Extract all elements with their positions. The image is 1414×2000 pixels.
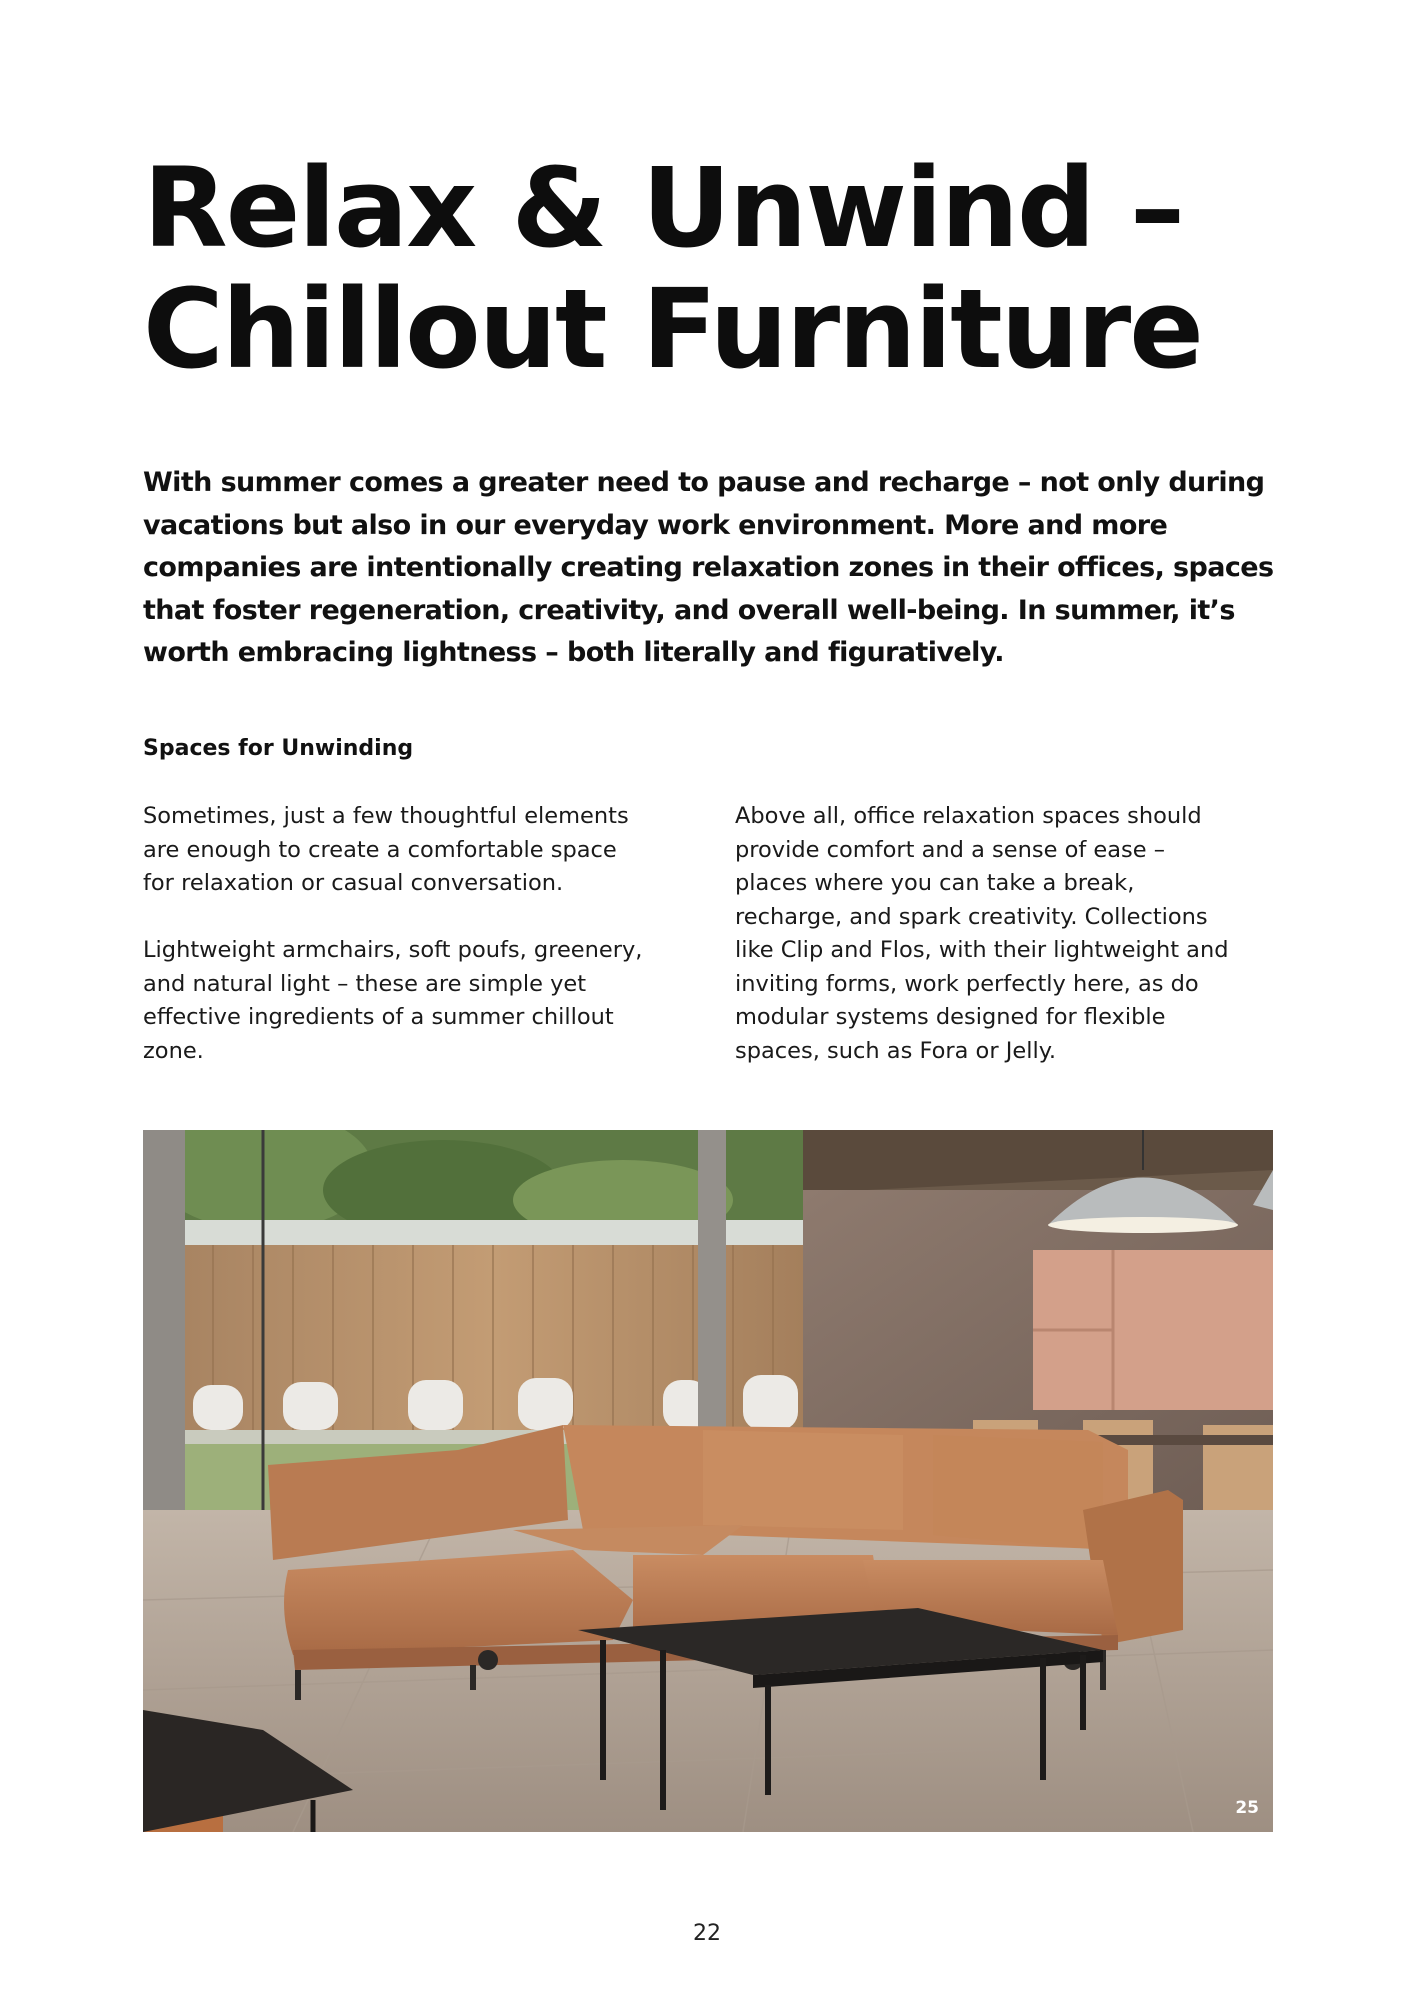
- lounge-illustration: [143, 1130, 1273, 1832]
- left-paragraph-1: Sometimes, just a few thoughtful elements are enough to create a comfortable space for relaxation or casual conversation.: [143, 803, 629, 896]
- lead-paragraph: With summer comes a greater need to pause and recharge – not only during vacations but also in our everyday work environment. More and more companies are intentionally creating relaxation zones in their offices, spaces that foster regeneration, creativity, and overall well-being. In summer, it’s worth embracing lightness – both literally and figuratively.: [143, 467, 1274, 668]
- left-paragraph-2: Lightweight armchairs, soft poufs, greenery, and natural light – these are simple yet effective ingredients of a summer chillout zone.: [143, 937, 643, 1064]
- section-heading: Spaces for Unwinding: [143, 736, 414, 761]
- title-line-1: Relax & Unwind –: [143, 144, 1184, 272]
- title-line-2: Chillout Furniture: [143, 265, 1202, 393]
- right-paragraph-1: Above all, office relaxation spaces should provide comfort and a sense of ease – places where you can take a break, recharge, and spark creativity. Collections like Clip and Flos, with their lightweight and inviting forms, work perfectly here, as do modular systems designed for flexible spaces, such as Fora or Jelly.: [735, 803, 1229, 1064]
- page-title: [143, 144, 1323, 393]
- lounge-photo: [143, 1130, 1273, 1832]
- right-column: [735, 800, 1265, 1102]
- center-column-pillar: [698, 1130, 726, 1460]
- page-number: 22: [693, 1921, 721, 1946]
- left-column: [143, 800, 673, 1102]
- photo-page-number: 25: [1235, 1798, 1259, 1818]
